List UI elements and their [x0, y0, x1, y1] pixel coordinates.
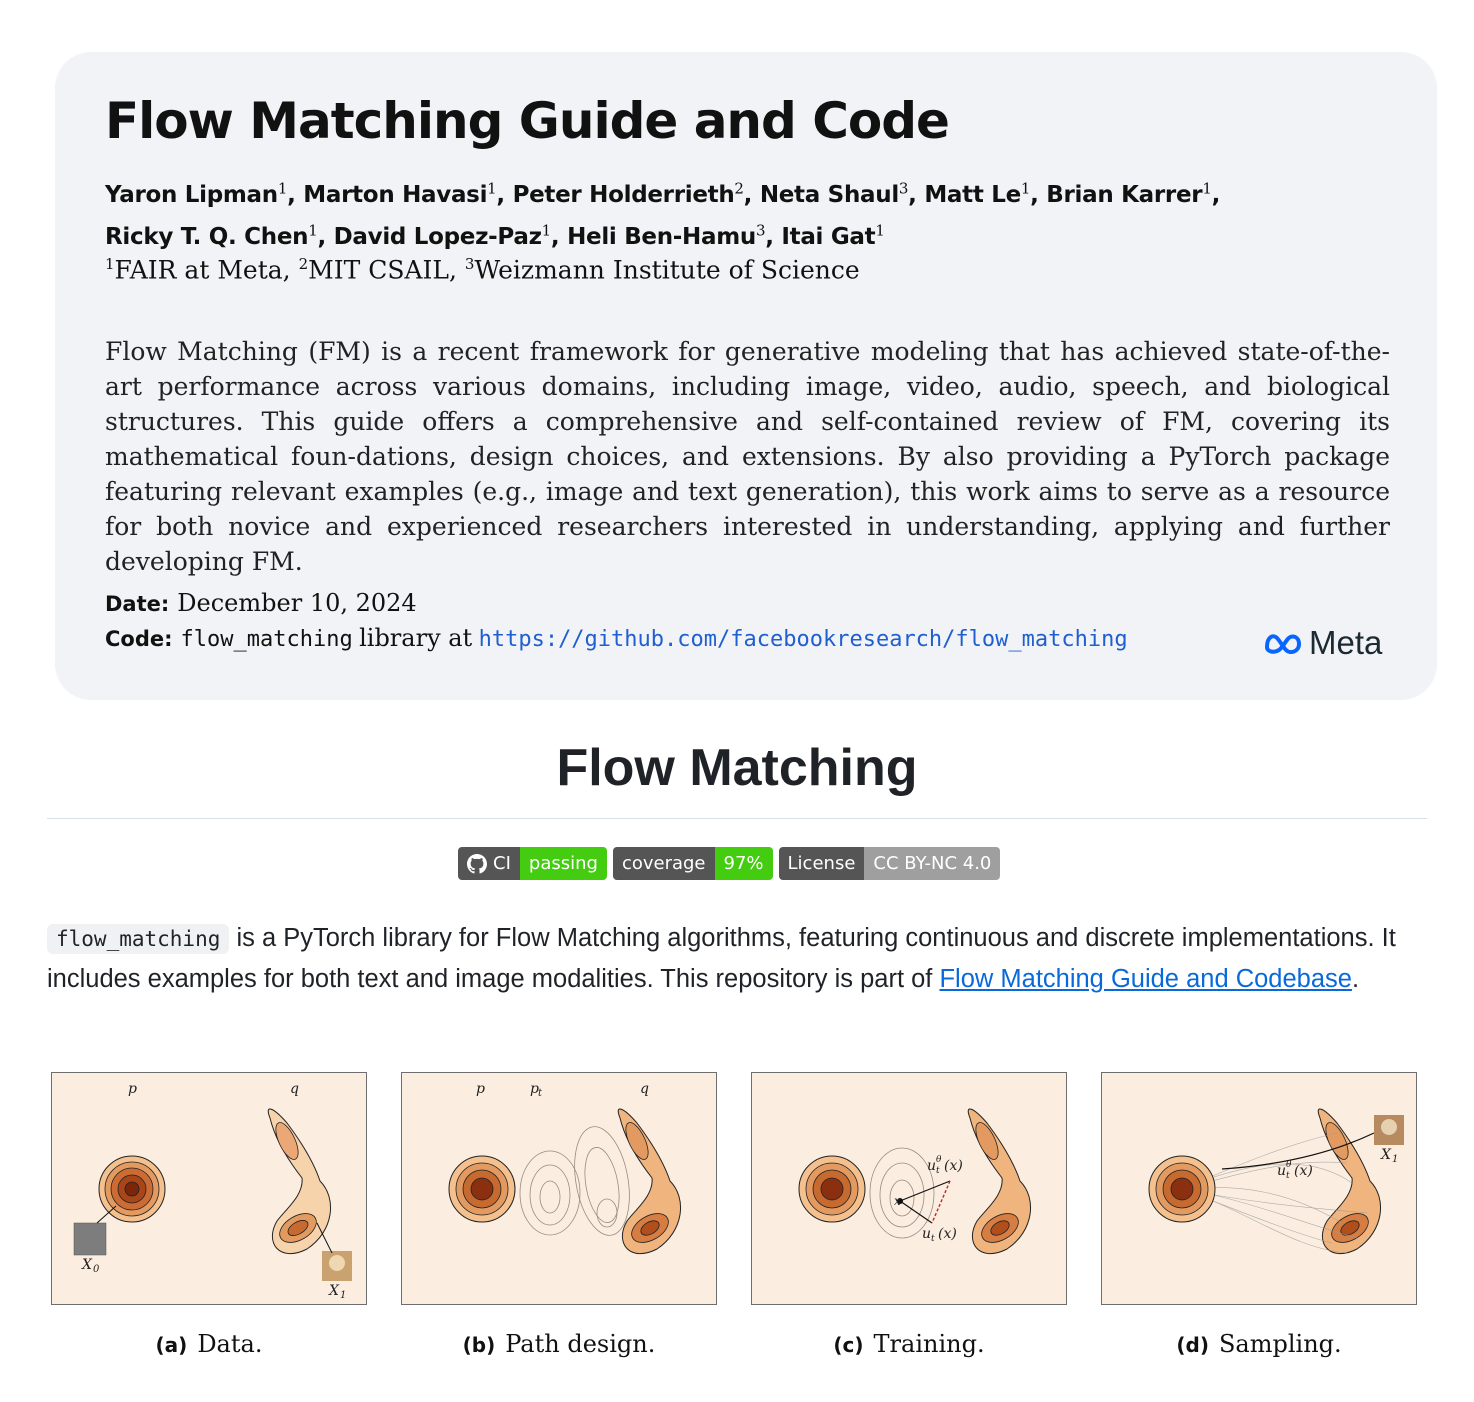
github-icon: [467, 854, 487, 874]
author: Itai Gat$^1$: [781, 221, 885, 251]
svg-text:1: 1: [1392, 1154, 1399, 1165]
author: Matt Le$^1$,: [924, 179, 1039, 208]
coverage-badge[interactable]: coverage 97%: [613, 847, 773, 880]
target-density-q: [968, 1109, 1030, 1254]
figure-caption-c: (c) Training.: [833, 1330, 985, 1358]
learned-velocity-arrow: [900, 1181, 950, 1201]
svg-text:u: u: [1277, 1163, 1287, 1179]
figure-panel-data: [51, 1072, 367, 1305]
svg-text:p: p: [128, 1081, 137, 1097]
svg-text:1: 1: [340, 1290, 347, 1301]
svg-text:t: t: [538, 1088, 543, 1099]
author: Ricky T. Q. Chen$^1$,: [105, 221, 326, 251]
author: David Lopez-Paz$^1$,: [333, 221, 560, 251]
intermediate-density-pt: [870, 1148, 937, 1238]
author: Peter Holderrieth$^2$,: [512, 179, 753, 208]
svg-text:θ: θ: [936, 1155, 942, 1165]
figure-panel-path-design: [401, 1072, 717, 1305]
meta-logo: Meta: [1263, 624, 1382, 662]
author: Yaron Lipman$^1$,: [105, 179, 296, 208]
svg-text:t: t: [936, 1166, 940, 1176]
svg-text:p: p: [476, 1081, 485, 1097]
code-url-link[interactable]: https://github.com/facebookresearch/flow_matching: [478, 627, 1128, 652]
svg-text:q: q: [290, 1081, 299, 1097]
badge-row: [458, 847, 1000, 880]
license-badge[interactable]: License CC BY-NC 4.0: [779, 847, 1001, 880]
svg-text:0: 0: [93, 1264, 100, 1275]
author: Marton Havasi$^1$,: [303, 179, 505, 208]
code-line: Code: flow_matching library at https://github.com/facebookresearch/flow_matching: [105, 624, 1128, 652]
svg-text:x: x: [894, 1194, 901, 1208]
svg-text:p: p: [530, 1081, 539, 1097]
svg-text:X: X: [82, 1257, 92, 1273]
figure-panel-training: [751, 1072, 1067, 1305]
affiliations: $^1$FAIR at Meta, $^2$MIT CSAIL, $^3$Weizmann Institute of Science: [105, 255, 860, 285]
target-density-q: [618, 1109, 680, 1254]
source-density-p: [799, 1156, 865, 1222]
intermediate-density-pt: [520, 1122, 637, 1239]
author: Brian Karrer$^1$,: [1046, 179, 1220, 208]
figure-caption-d: (d) Sampling.: [1176, 1330, 1342, 1358]
abstract: Flow Matching (FM) is a recent framework for generative modeling that has achieved state-of-the-art performance across various domains, including image, video, audio, speech, and biological structures. This guide offers a comprehensive and self-contained review of FM, covering its mathematical foun-dations, design choices, and extensions. By also providing a PyTorch package featuring relevant examples (e.g., image and text generation), this work aims to serve as a resource for both novice and experienced researchers interested in understanding, applying and further developing FM.: [105, 337, 1390, 576]
svg-text:t: t: [931, 1234, 935, 1244]
meta-infinity-icon: [1263, 631, 1303, 655]
noise-sample-image: [74, 1223, 106, 1255]
svg-text:X: X: [329, 1283, 339, 1299]
svg-text:u: u: [922, 1226, 932, 1242]
author: Neta Shaul$^3$,: [759, 179, 917, 208]
svg-text:θ: θ: [1286, 1160, 1292, 1170]
author-list: [105, 170, 1305, 255]
paper-header-card: [55, 52, 1437, 700]
guide-link[interactable]: Flow Matching Guide and Codebase: [939, 965, 1352, 993]
figure-caption-b: (b) Path design.: [462, 1330, 656, 1358]
svg-text:t: t: [1286, 1171, 1290, 1181]
source-density-p: [449, 1156, 515, 1222]
svg-text:q: q: [640, 1081, 649, 1097]
svg-text:(x): (x): [1294, 1163, 1313, 1179]
paper-title: Flow Matching Guide and Code: [105, 92, 949, 150]
figure-panel-sampling: [1101, 1072, 1417, 1305]
date-line: Date: December 10, 2024: [105, 589, 417, 617]
inline-code: flow_matching: [47, 924, 229, 954]
svg-text:(x): (x): [938, 1226, 957, 1242]
author: Heli Ben-Hamu$^3$,: [567, 221, 774, 251]
svg-text:X: X: [1381, 1147, 1391, 1163]
svg-text:(x): (x): [944, 1158, 963, 1174]
ci-badge[interactable]: CI passing: [458, 847, 607, 880]
readme-title: Flow Matching: [556, 739, 918, 797]
title-divider: [47, 818, 1427, 819]
figure-caption-a: (a) Data.: [155, 1330, 263, 1358]
source-density-p: [1149, 1156, 1215, 1222]
readme-description: flow_matching is a PyTorch library for Flow Matching algorithms, featuring continuous and discrete implementations. It includes examples for both text and image modalities. This repository is part of Flow Matching Guide and Codebase.: [47, 924, 1396, 993]
svg-text:u: u: [927, 1158, 937, 1174]
